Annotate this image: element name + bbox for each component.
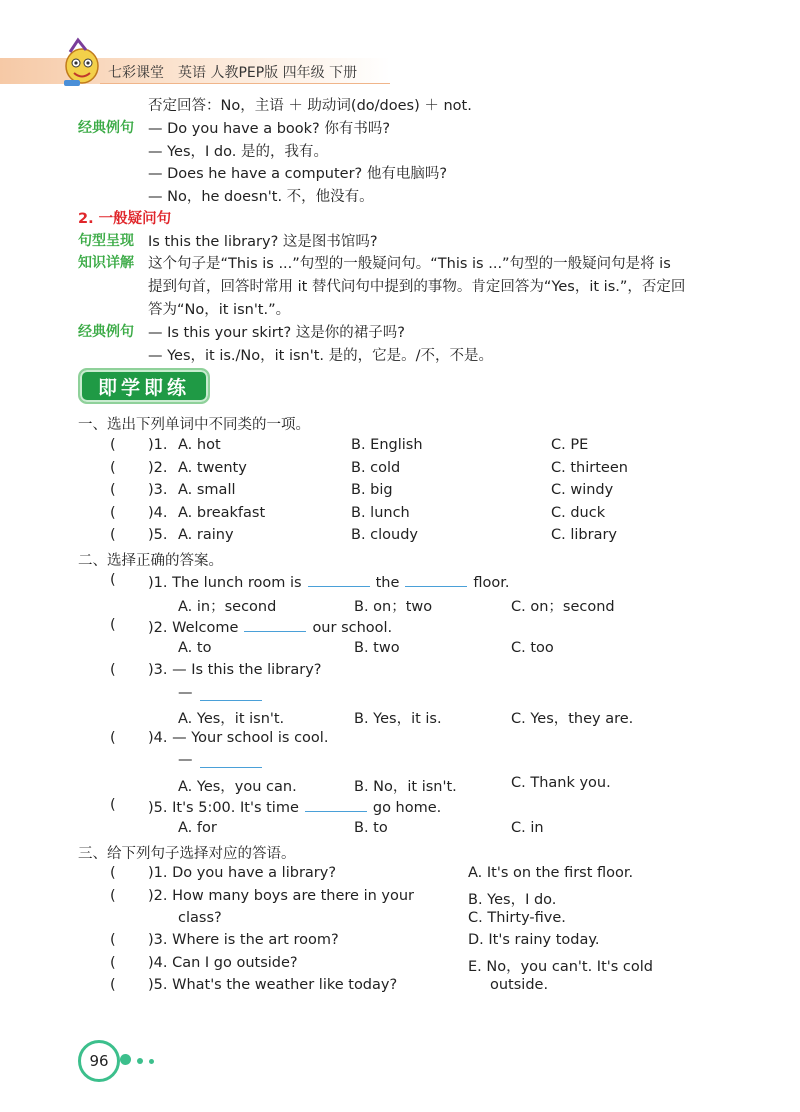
option-a: A. small <box>178 482 236 498</box>
question-text: go home. <box>372 800 442 816</box>
paren: ( <box>110 932 116 948</box>
question-2-3 <box>148 662 321 678</box>
paren: ( <box>110 617 116 633</box>
example-line: — Do you have a book? 你有书吗? <box>148 121 391 137</box>
negative-answer-rule: 否定回答：No，主语 ＋ 助动词(do/does) ＋ not. <box>148 98 472 114</box>
paren: ( <box>110 865 116 881</box>
match-answer: E. No，you can't. It's cold <box>468 959 653 975</box>
knowledge-line: 提到句首，回答时常用 it 替代问句中提到的事物。肯定回答为“Yes，it is.”，否定回 <box>148 279 686 295</box>
question-number: )2. <box>148 620 168 636</box>
option-b: B. big <box>351 482 393 498</box>
option-b: B. lunch <box>351 505 410 521</box>
option-c: C. Thank you. <box>511 775 611 791</box>
option-b: B. English <box>351 437 423 453</box>
header-title: 七彩课堂 英语 人教PEP版 四年级 下册 <box>108 65 358 81</box>
paren: ( <box>110 888 116 904</box>
question-text: Welcome <box>172 620 239 636</box>
decorative-dot <box>149 1059 154 1064</box>
paren: ( <box>110 955 116 971</box>
option-c: C. library <box>551 527 617 543</box>
question-text: the <box>375 575 400 591</box>
question-number: )3. <box>148 482 168 498</box>
question-text: our school. <box>312 620 393 636</box>
question-2-5 <box>148 797 441 816</box>
match-question: )1. Do you have a library? <box>148 865 337 881</box>
part2-title: 二、选择正确的答案。 <box>78 553 223 569</box>
match-question: )3. Where is the art room? <box>148 932 339 948</box>
paren: ( <box>110 437 116 453</box>
paren: ( <box>110 977 116 993</box>
option-a: A. Yes，it isn't. <box>178 711 285 727</box>
option-a: A. for <box>178 820 217 836</box>
header-divider <box>100 83 390 84</box>
decorative-dot <box>120 1054 131 1065</box>
paren: ( <box>110 505 116 521</box>
option-a: A. hot <box>178 437 221 453</box>
match-question: )5. What's the weather like today? <box>148 977 398 993</box>
option-b: B. to <box>354 820 388 836</box>
question-number: )5. <box>148 800 168 816</box>
answer-blank[interactable] <box>200 755 262 768</box>
option-b: B. cold <box>351 460 401 476</box>
option-a: A. Yes，you can. <box>178 779 297 795</box>
option-c: C. thirteen <box>551 460 628 476</box>
example-line: — Is this your skirt? 这是你的裙子吗? <box>148 325 405 341</box>
match-answer: D. It's rainy today. <box>468 932 600 948</box>
question-text: It's 5:00. It's time <box>172 800 299 816</box>
option-c: C. Yes，they are. <box>511 711 634 727</box>
option-c: C. too <box>511 640 554 656</box>
option-c: C. in <box>511 820 544 836</box>
example-line: — Yes，it is./No，it isn't. 是的，它是。/不，不是。 <box>148 348 494 364</box>
match-answer: A. It's on the first floor. <box>468 865 634 881</box>
pattern-label: 句型呈现 <box>78 233 134 249</box>
example-line: — Does he have a computer? 他有电脑吗? <box>148 166 448 182</box>
paren: ( <box>110 730 116 746</box>
option-c: C. on；second <box>511 599 615 615</box>
option-b: B. Yes，it is. <box>354 711 442 727</box>
knowledge-line: 这个句子是“This is ...”句型的一般疑问句。“This is ...”句型的一般疑问句是将 is <box>148 256 671 272</box>
cartoon-mascot-icon <box>56 36 106 88</box>
option-b: B. two <box>354 640 400 656</box>
answer-blank[interactable] <box>308 572 370 587</box>
example-line: — Yes，I do. 是的，我有。 <box>148 144 328 160</box>
dash: — <box>178 752 193 768</box>
practice-banner <box>78 368 210 404</box>
option-c: C. windy <box>551 482 614 498</box>
decorative-dot <box>137 1058 143 1064</box>
answer-blank[interactable] <box>244 617 306 632</box>
question-number: )1. <box>148 575 168 591</box>
option-a: A. breakfast <box>178 505 266 521</box>
practice-banner-title: 即学即练 <box>97 377 190 399</box>
paren: ( <box>110 527 116 543</box>
match-answer: B. Yes，I do. <box>468 892 557 908</box>
question-text: — Your school is cool. <box>172 730 329 746</box>
response-line <box>178 685 193 701</box>
match-answer: C. Thirty-five. <box>468 910 566 926</box>
paren: ( <box>110 482 116 498</box>
pattern-text: Is this the library? 这是图书馆吗? <box>148 234 378 250</box>
match-question: class? <box>178 910 222 926</box>
match-question: )4. Can I go outside? <box>148 955 298 971</box>
question-number: )4. <box>148 730 168 746</box>
option-c: C. duck <box>551 505 606 521</box>
paren: ( <box>110 460 116 476</box>
option-b: B. No，it isn't. <box>354 779 457 795</box>
section-2-title: 2. 一般疑问句 <box>78 211 172 227</box>
response-line <box>178 752 193 768</box>
option-b: B. on；two <box>354 599 433 615</box>
question-number: )5. <box>148 527 168 543</box>
question-text: floor. <box>473 575 510 591</box>
answer-blank[interactable] <box>405 572 467 587</box>
paren: ( <box>110 572 116 588</box>
answer-blank[interactable] <box>305 797 367 812</box>
question-number: )3. <box>148 662 168 678</box>
part3-title: 三、给下列句子选择对应的答语。 <box>78 846 296 862</box>
option-a: A. to <box>178 640 212 656</box>
question-number: )2. <box>148 460 168 476</box>
option-b: B. cloudy <box>351 527 419 543</box>
question-2-4 <box>148 730 328 746</box>
dash: — <box>178 685 193 701</box>
question-number: )4. <box>148 505 168 521</box>
answer-blank[interactable] <box>200 688 262 701</box>
paren: ( <box>110 662 116 678</box>
question-text: — Is this the library? <box>172 662 322 678</box>
question-number: )1. <box>148 437 168 453</box>
match-answer: outside. <box>490 977 549 993</box>
example-label: 经典例句 <box>78 120 134 136</box>
option-a: A. rainy <box>178 527 234 543</box>
page-number: 96 <box>78 1040 120 1082</box>
knowledge-label: 知识详解 <box>78 255 134 271</box>
paren: ( <box>110 797 116 813</box>
knowledge-line: 答为“No，it isn't.”。 <box>148 302 291 318</box>
question-2-2 <box>148 617 392 636</box>
example-label: 经典例句 <box>78 324 134 340</box>
option-a: A. twenty <box>178 460 247 476</box>
option-c: C. PE <box>551 437 589 453</box>
part1-title: 一、选出下列单词中不同类的一项。 <box>78 417 310 433</box>
option-a: A. in；second <box>178 599 277 615</box>
question-2-1 <box>148 572 510 591</box>
example-line: — No，he doesn't. 不，他没有。 <box>148 189 374 205</box>
match-question: )2. How many boys are there in your <box>148 888 415 904</box>
question-text: The lunch room is <box>172 575 302 591</box>
